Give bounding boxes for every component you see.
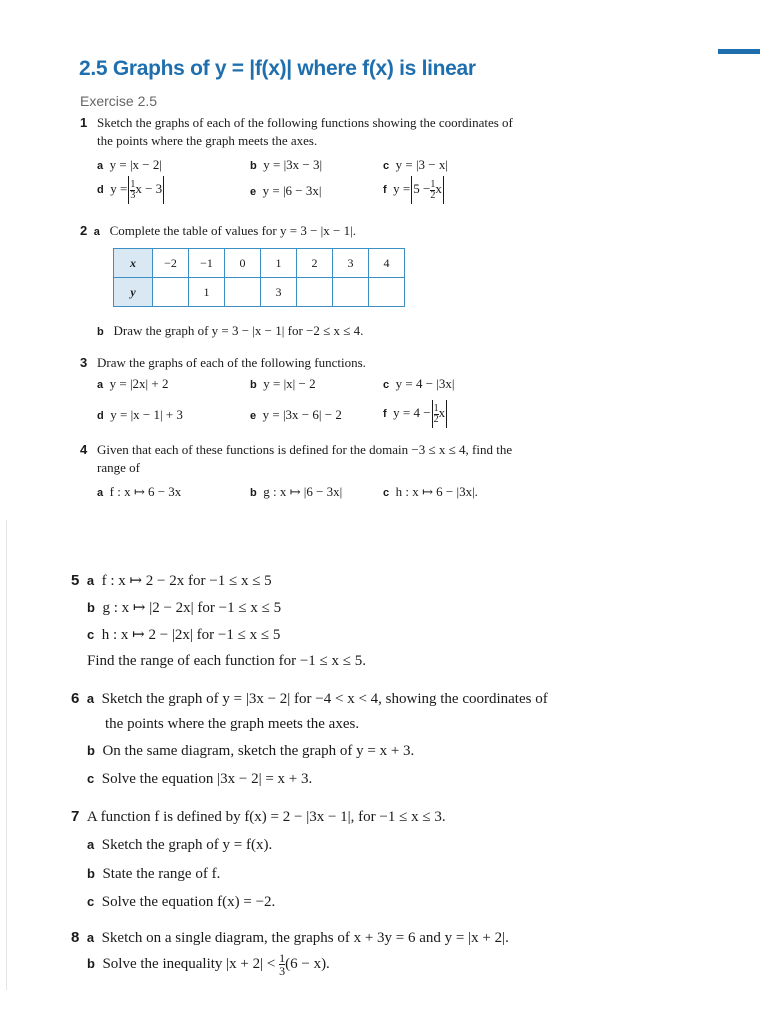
part-label: c bbox=[87, 894, 95, 909]
fraction-numerator: 1 bbox=[130, 178, 136, 190]
question-1-text-line2: the points where the graph meets the axes. bbox=[97, 133, 318, 148]
q6-part-a-line2: the points where the graph meets the axes. bbox=[105, 716, 360, 732]
question-number: 3 bbox=[80, 355, 88, 370]
part-expression: y = |x| − 2 bbox=[263, 376, 316, 391]
q5-part-c bbox=[87, 625, 280, 644]
q1-part-d bbox=[97, 176, 165, 204]
question-4-text-line2: range of bbox=[97, 460, 140, 475]
part-expression-suffix: x − 3 bbox=[135, 180, 163, 196]
q8-part-b bbox=[87, 952, 330, 977]
q1-part-e bbox=[250, 183, 322, 199]
part-label: a bbox=[87, 837, 95, 852]
table-cell-y[interactable] bbox=[297, 278, 333, 307]
q4-part-a bbox=[97, 484, 181, 500]
part-expression: y = |6 − 3x| bbox=[262, 183, 322, 198]
q7-part-b bbox=[87, 866, 220, 883]
table-cell-x: 2 bbox=[297, 249, 333, 278]
q1-part-b bbox=[250, 157, 322, 173]
abs-bar-left bbox=[432, 400, 433, 428]
question-2 bbox=[80, 223, 356, 239]
q1-part-c bbox=[383, 157, 448, 173]
part-label: b bbox=[87, 600, 95, 615]
table-cell-y: 3 bbox=[261, 278, 297, 307]
exercise-heading: Exercise 2.5 bbox=[80, 93, 158, 109]
part-text-suffix: (6 − x). bbox=[285, 955, 330, 972]
q5-part-a bbox=[71, 571, 272, 590]
q6-part-b bbox=[87, 743, 414, 760]
q4-part-c bbox=[383, 484, 478, 500]
q7-part-c bbox=[87, 894, 275, 911]
part-expression-prefix: y = 4 − bbox=[393, 404, 431, 420]
table-cell-x: 4 bbox=[369, 249, 405, 278]
part-label: b bbox=[97, 326, 104, 338]
question-number: 1 bbox=[80, 115, 88, 130]
part-expression: f : x ↦ 2 − 2x for −1 ≤ x ≤ 5 bbox=[101, 573, 272, 589]
part-label: b bbox=[87, 866, 95, 881]
part-label: b bbox=[250, 379, 257, 391]
header-accent-bar bbox=[718, 49, 760, 54]
q3-part-e bbox=[250, 407, 342, 423]
question-number: 2 bbox=[80, 223, 88, 238]
part-expression-suffix: x bbox=[435, 180, 442, 196]
values-table bbox=[113, 248, 405, 307]
part-text: State the range of f. bbox=[102, 866, 221, 882]
q7-part-a bbox=[87, 837, 272, 854]
table-row-x bbox=[114, 249, 405, 278]
part-label: b bbox=[87, 743, 95, 758]
q6-part-a bbox=[71, 690, 548, 708]
part-text: Draw the graph of y = 3 − |x − 1| for −2 ≤ x ≤ 4. bbox=[113, 323, 364, 338]
part-expression-suffix: x bbox=[438, 404, 446, 420]
part-label: c bbox=[87, 771, 95, 786]
part-expression: y = |x − 2| bbox=[109, 157, 162, 172]
q1-part-a bbox=[97, 157, 162, 173]
q8-part-a bbox=[71, 929, 509, 947]
part-expression: y = |x − 1| + 3 bbox=[110, 407, 183, 422]
part-expression: h : x ↦ 6 − |3x|. bbox=[395, 484, 478, 499]
question-1 bbox=[80, 115, 513, 131]
fraction-numerator: 1 bbox=[430, 178, 436, 190]
section-title: 2.5 Graphs of y = |f(x)| where f(x) is linear bbox=[79, 57, 476, 80]
table-cell-y[interactable] bbox=[369, 278, 405, 307]
part-label: b bbox=[250, 160, 257, 172]
part-label: a bbox=[97, 379, 104, 391]
question-text: Draw the graphs of each of the following functions. bbox=[96, 355, 366, 370]
abs-bar-right bbox=[446, 400, 447, 428]
q3-part-d bbox=[97, 407, 183, 423]
table-cell-x: 3 bbox=[333, 249, 369, 278]
question-number: 7 bbox=[71, 808, 80, 825]
question-number: 4 bbox=[80, 442, 88, 457]
question-7 bbox=[71, 808, 446, 826]
table-cell-x: −2 bbox=[153, 249, 189, 278]
fraction-denominator: 3 bbox=[130, 189, 136, 201]
question-text: A function f is defined by f(x) = 2 − |3x − 1|, for −1 ≤ x ≤ 3. bbox=[86, 809, 446, 825]
part-label: b bbox=[87, 955, 95, 971]
table-cell-y[interactable] bbox=[153, 278, 189, 307]
fraction-denominator: 2 bbox=[430, 189, 436, 201]
part-label: a bbox=[86, 691, 95, 706]
part-label: d bbox=[97, 183, 104, 196]
q3-part-a bbox=[97, 376, 169, 392]
part-label: b bbox=[250, 487, 257, 499]
table-cell-x: 0 bbox=[225, 249, 261, 278]
question-number: 8 bbox=[71, 929, 80, 946]
abs-bar-right bbox=[443, 176, 444, 204]
table-header-y: y bbox=[114, 278, 153, 307]
part-expression-inside: 5 − bbox=[413, 180, 431, 196]
question-number: 6 bbox=[71, 690, 80, 707]
part-label: f bbox=[383, 407, 387, 420]
part-expression: y = |3 − x| bbox=[395, 157, 448, 172]
part-text: Sketch on a single diagram, the graphs of x + 3y = 6 and y = |x + 2|. bbox=[101, 930, 509, 946]
fraction-denominator: 2 bbox=[433, 413, 439, 425]
q3-part-b bbox=[250, 376, 316, 392]
part-expression: y = |3x − 3| bbox=[263, 157, 323, 172]
fraction-numerator: 1 bbox=[279, 951, 286, 965]
abs-bar-left bbox=[128, 176, 129, 204]
abs-bar-right bbox=[163, 176, 164, 204]
part-text: Sketch the graph of y = f(x). bbox=[101, 837, 273, 853]
question-text: Sketch the graphs of each of the following functions showing the coordinates of bbox=[96, 115, 513, 130]
question-text: Given that each of these functions is defined for the domain −3 ≤ x ≤ 4, find the bbox=[96, 442, 513, 457]
part-text-prefix: Solve the inequality |x + 2| < bbox=[102, 955, 276, 972]
q4-part-b bbox=[250, 484, 342, 500]
table-cell-y: 1 bbox=[189, 278, 225, 307]
part-label: e bbox=[250, 186, 257, 198]
part-label: d bbox=[97, 410, 104, 422]
q3-part-c bbox=[383, 376, 455, 392]
q5-part-b bbox=[87, 598, 281, 617]
q6-part-c bbox=[87, 771, 312, 788]
table-cell-y[interactable] bbox=[225, 278, 261, 307]
part-label: a bbox=[93, 226, 100, 238]
part-text: On the same diagram, sketch the graph of y = x + 3. bbox=[102, 743, 415, 759]
question-4 bbox=[80, 442, 512, 458]
part-expression-prefix: y = bbox=[393, 180, 411, 196]
part-text: Solve the equation f(x) = −2. bbox=[101, 894, 276, 910]
part-expression: y = 4 − |3x| bbox=[395, 376, 455, 391]
table-cell-y[interactable] bbox=[333, 278, 369, 307]
part-label: a bbox=[86, 573, 95, 588]
question-3 bbox=[80, 355, 366, 371]
part-text: Solve the equation |3x − 2| = x + 3. bbox=[101, 771, 313, 787]
part-label: e bbox=[250, 410, 257, 422]
q2-part-b bbox=[97, 323, 363, 339]
part-label: a bbox=[97, 487, 104, 499]
q5-footer: Find the range of each function for −1 ≤ x ≤ 5. bbox=[87, 653, 367, 669]
part-expression: g : x ↦ |2 − 2x| for −1 ≤ x ≤ 5 bbox=[102, 600, 282, 616]
fraction-denominator: 3 bbox=[279, 964, 286, 978]
part-expression: g : x ↦ |6 − 3x| bbox=[263, 484, 343, 499]
part-text: Sketch the graph of y = |3x − 2| for −4 < x < 4, showing the coordinates of bbox=[101, 691, 548, 707]
question-text: Complete the table of values for y = 3 − |x − 1|. bbox=[109, 223, 356, 238]
part-expression: f : x ↦ 6 − 3x bbox=[109, 484, 182, 499]
part-expression: h : x ↦ 2 − |2x| for −1 ≤ x ≤ 5 bbox=[101, 627, 281, 643]
fraction-numerator: 1 bbox=[433, 402, 439, 414]
part-label: c bbox=[383, 487, 390, 499]
q1-part-f bbox=[383, 176, 445, 204]
table-header-x: x bbox=[114, 249, 153, 278]
table-cell-x: 1 bbox=[261, 249, 297, 278]
question-number: 5 bbox=[71, 572, 80, 589]
part-label: c bbox=[383, 160, 390, 172]
part-expression: y = |3x − 6| − 2 bbox=[262, 407, 342, 422]
part-label: a bbox=[86, 930, 95, 945]
part-label: c bbox=[87, 627, 95, 642]
q3-part-f bbox=[383, 400, 448, 428]
page-divider bbox=[6, 520, 7, 990]
part-expression-prefix: y = bbox=[110, 180, 128, 196]
part-label: a bbox=[97, 160, 104, 172]
part-label: c bbox=[383, 379, 390, 391]
part-label: f bbox=[383, 183, 387, 196]
table-row-y bbox=[114, 278, 405, 307]
table-cell-x: −1 bbox=[189, 249, 225, 278]
part-expression: y = |2x| + 2 bbox=[109, 376, 169, 391]
